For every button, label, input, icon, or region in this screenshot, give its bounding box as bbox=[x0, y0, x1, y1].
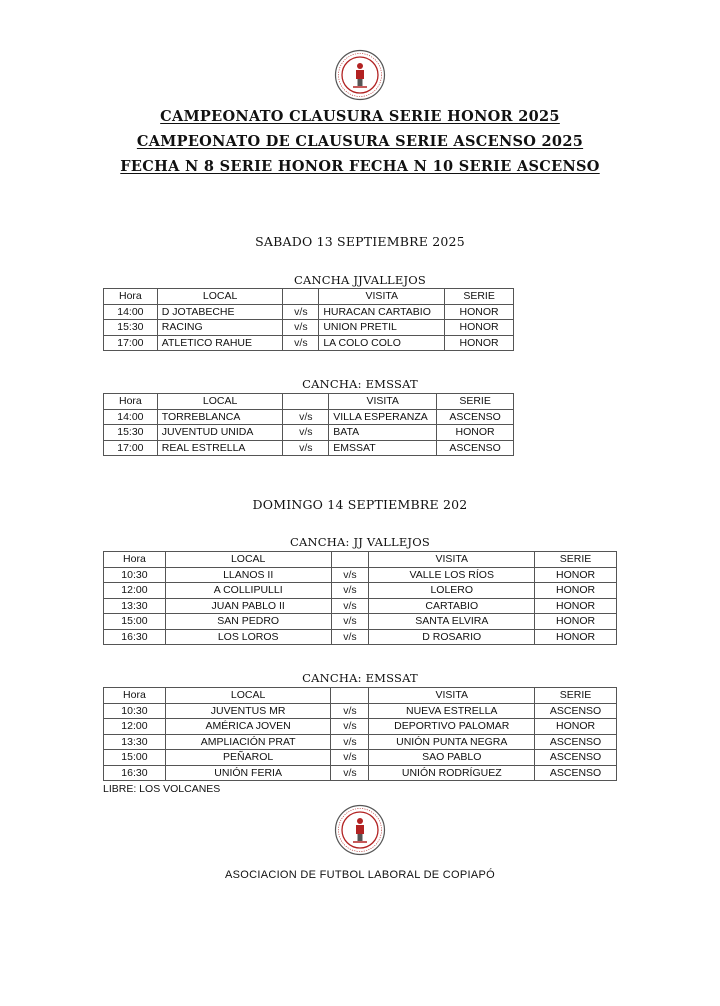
match-time: 12:00 bbox=[104, 719, 166, 735]
match-time: 14:00 bbox=[104, 409, 158, 425]
series: HONOR bbox=[445, 335, 514, 351]
local-team: SAN PEDRO bbox=[165, 614, 331, 630]
visiting-team: VILLA ESPERANZA bbox=[329, 409, 437, 425]
visiting-team: UNIÓN PUNTA NEGRA bbox=[369, 734, 535, 750]
venue-label: CANCHA: EMSSAT bbox=[302, 671, 418, 685]
match-time: 14:00 bbox=[104, 304, 158, 320]
table-row bbox=[104, 598, 617, 614]
fixture-table bbox=[103, 687, 617, 781]
title-fecha: FECHA N 8 SERIE HONOR FECHA N 10 SERIE ASCENSO bbox=[120, 158, 600, 175]
match-time: 15:00 bbox=[104, 614, 166, 630]
visiting-team: VALLE LOS RÍOS bbox=[369, 567, 535, 583]
versus-label: v/s bbox=[331, 583, 369, 599]
visiting-team: NUEVA ESTRELLA bbox=[369, 703, 535, 719]
versus-label: v/s bbox=[331, 614, 369, 630]
table-header-row bbox=[104, 394, 514, 410]
table-row bbox=[104, 409, 514, 425]
table-row bbox=[104, 583, 617, 599]
local-team: JUVENTUD UNIDA bbox=[157, 425, 283, 441]
local-team: ATLETICO RAHUE bbox=[157, 335, 283, 351]
series: HONOR bbox=[535, 719, 617, 735]
header-serie: SERIE bbox=[445, 289, 514, 305]
match-time: 10:30 bbox=[104, 567, 166, 583]
versus-label: v/s bbox=[331, 765, 369, 781]
local-team: AMÉRICA JOVEN bbox=[165, 719, 331, 735]
versus-label: v/s bbox=[283, 304, 319, 320]
local-team: REAL ESTRELLA bbox=[157, 440, 283, 456]
local-team: D JOTABECHE bbox=[157, 304, 283, 320]
association-logo-bottom bbox=[334, 804, 386, 856]
title-block bbox=[0, 104, 720, 179]
series: ASCENSO bbox=[535, 765, 617, 781]
header-hora: Hora bbox=[104, 394, 158, 410]
venue-label: CANCHA: EMSSAT bbox=[302, 377, 418, 391]
footer-association-name: ASOCIACION DE FUTBOL LABORAL DE COPIAPÓ bbox=[224, 869, 496, 881]
series: HONOR bbox=[535, 629, 617, 645]
versus-label: v/s bbox=[283, 335, 319, 351]
fixture-table bbox=[103, 288, 514, 351]
local-team: JUVENTUS MR bbox=[165, 703, 331, 719]
header-hora: Hora bbox=[104, 289, 158, 305]
visiting-team: CARTABIO bbox=[369, 598, 535, 614]
table-row bbox=[104, 567, 617, 583]
table-row bbox=[104, 719, 617, 735]
match-time: 10:30 bbox=[104, 703, 166, 719]
day-label-saturday: SABADO 13 SEPTIEMBRE 2025 bbox=[255, 234, 465, 249]
local-team: AMPLIACIÓN PRAT bbox=[165, 734, 331, 750]
table-row bbox=[104, 440, 514, 456]
day-label-sunday: DOMINGO 14 SEPTIEMBRE 202 bbox=[252, 497, 468, 512]
header-visita: VISITA bbox=[319, 289, 445, 305]
series: HONOR bbox=[535, 567, 617, 583]
header-local: LOCAL bbox=[165, 688, 331, 704]
match-time: 15:00 bbox=[104, 750, 166, 766]
table-header-row bbox=[104, 688, 617, 704]
header-hora: Hora bbox=[104, 552, 166, 568]
series: HONOR bbox=[437, 425, 514, 441]
series: HONOR bbox=[445, 320, 514, 336]
versus-label: v/s bbox=[331, 703, 369, 719]
visiting-team: HURACAN CARTABIO bbox=[319, 304, 445, 320]
header-local: LOCAL bbox=[157, 394, 283, 410]
match-time: 15:30 bbox=[104, 425, 158, 441]
versus-label: v/s bbox=[283, 409, 329, 425]
visiting-team: UNION PRETIL bbox=[319, 320, 445, 336]
match-time: 17:00 bbox=[104, 335, 158, 351]
match-time: 15:30 bbox=[104, 320, 158, 336]
local-team: LLANOS II bbox=[165, 567, 331, 583]
versus-label: v/s bbox=[283, 440, 329, 456]
fixture-table bbox=[103, 551, 617, 645]
table-row bbox=[104, 703, 617, 719]
match-time: 12:00 bbox=[104, 583, 166, 599]
series: ASCENSO bbox=[535, 750, 617, 766]
table-row bbox=[104, 335, 514, 351]
header-visita: VISITA bbox=[369, 688, 535, 704]
table-row bbox=[104, 614, 617, 630]
title-honor: CAMPEONATO CLAUSURA SERIE HONOR 2025 bbox=[160, 108, 560, 125]
visiting-team: LA COLO COLO bbox=[319, 335, 445, 351]
visiting-team: EMSSAT bbox=[329, 440, 437, 456]
venue-label: CANCHA: JJ VALLEJOS bbox=[290, 535, 430, 549]
series: ASCENSO bbox=[437, 440, 514, 456]
table-row bbox=[104, 734, 617, 750]
match-time: 16:30 bbox=[104, 765, 166, 781]
table-row bbox=[104, 304, 514, 320]
header-serie: SERIE bbox=[535, 688, 617, 704]
versus-label: v/s bbox=[331, 719, 369, 735]
versus-label: v/s bbox=[331, 750, 369, 766]
series: HONOR bbox=[445, 304, 514, 320]
series: HONOR bbox=[535, 614, 617, 630]
header-serie: SERIE bbox=[535, 552, 617, 568]
series: ASCENSO bbox=[535, 734, 617, 750]
association-logo-top bbox=[334, 49, 386, 101]
match-time: 13:30 bbox=[104, 598, 166, 614]
versus-label: v/s bbox=[331, 734, 369, 750]
versus-label: v/s bbox=[331, 598, 369, 614]
series: ASCENSO bbox=[437, 409, 514, 425]
versus-label: v/s bbox=[283, 320, 319, 336]
match-time: 13:30 bbox=[104, 734, 166, 750]
association-seal-icon bbox=[334, 804, 386, 856]
visiting-team: LOLERO bbox=[369, 583, 535, 599]
series: HONOR bbox=[535, 583, 617, 599]
venue-label: CANCHA JJVALLEJOS bbox=[294, 273, 426, 287]
series: ASCENSO bbox=[535, 703, 617, 719]
table-header-row bbox=[104, 552, 617, 568]
header-local: LOCAL bbox=[165, 552, 331, 568]
bye-team-note: LIBRE: LOS VOLCANES bbox=[103, 783, 221, 795]
local-team: UNIÓN FERIA bbox=[165, 765, 331, 781]
local-team: LOS LOROS bbox=[165, 629, 331, 645]
table-row bbox=[104, 765, 617, 781]
local-team: PEÑAROL bbox=[165, 750, 331, 766]
match-time: 17:00 bbox=[104, 440, 158, 456]
versus-label: v/s bbox=[331, 629, 369, 645]
association-seal-icon bbox=[334, 49, 386, 101]
local-team: RACING bbox=[157, 320, 283, 336]
table-header-row bbox=[104, 289, 514, 305]
header-hora: Hora bbox=[104, 688, 166, 704]
title-ascenso: CAMPEONATO DE CLAUSURA SERIE ASCENSO 2025 bbox=[136, 133, 584, 150]
table-row bbox=[104, 629, 617, 645]
header-local: LOCAL bbox=[157, 289, 283, 305]
header-visita: VISITA bbox=[329, 394, 437, 410]
table-row bbox=[104, 425, 514, 441]
visiting-team: UNIÓN RODRÍGUEZ bbox=[369, 765, 535, 781]
header-serie: SERIE bbox=[437, 394, 514, 410]
table-row bbox=[104, 320, 514, 336]
local-team: A COLLIPULLI bbox=[165, 583, 331, 599]
match-time: 16:30 bbox=[104, 629, 166, 645]
versus-label: v/s bbox=[331, 567, 369, 583]
series: HONOR bbox=[535, 598, 617, 614]
local-team: TORREBLANCA bbox=[157, 409, 283, 425]
fixture-table bbox=[103, 393, 514, 456]
visiting-team: BATA bbox=[329, 425, 437, 441]
visiting-team: D ROSARIO bbox=[369, 629, 535, 645]
visiting-team: SANTA ELVIRA bbox=[369, 614, 535, 630]
versus-label: v/s bbox=[283, 425, 329, 441]
visiting-team: DEPORTIVO PALOMAR bbox=[369, 719, 535, 735]
local-team: JUAN PABLO II bbox=[165, 598, 331, 614]
visiting-team: SAO PABLO bbox=[369, 750, 535, 766]
table-row bbox=[104, 750, 617, 766]
header-visita: VISITA bbox=[369, 552, 535, 568]
